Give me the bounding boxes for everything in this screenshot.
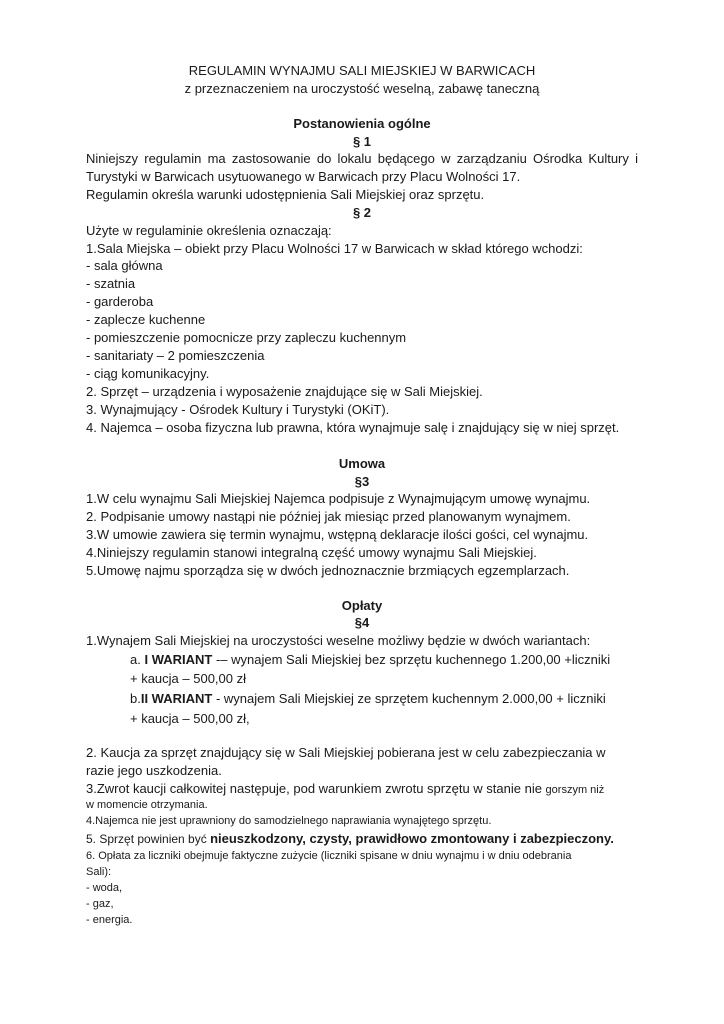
section-heading-contract: Umowa xyxy=(338,456,386,471)
list-item: - garderoba xyxy=(86,294,154,309)
text-line: 1.Sala Miejska – obiekt przy Placu Wolności 17 w Barwicach w skład którego wchodzi: xyxy=(86,241,583,256)
variant-a-label: I WARIANT xyxy=(144,652,213,667)
emphasis-text: nieuszkodzony, czysty, prawidłowo zmontowany i zabezpieczony. xyxy=(210,831,614,846)
text-line: Regulamin określa warunki udostępnienia Sali Miejskiej oraz sprzętu. xyxy=(86,187,485,202)
list-item: - ciąg komunikacyjny. xyxy=(86,366,210,381)
variant-a-deposit: + kaucja – 500,00 zł xyxy=(130,671,246,686)
text-line xyxy=(86,780,638,799)
text-span: gorszym niż xyxy=(545,784,605,796)
text-line: Turystyki w Barwicach usytuowanego w Barwicach przy Placu Wolności 17. xyxy=(86,169,521,184)
section-heading-general: Postanowienia ogólne xyxy=(293,116,431,131)
list-item: 1.W celu wynajmu Sali Miejskiej Najemca podpisuje z Wynajmującym umowę wynajmu. xyxy=(86,491,591,506)
list-item: 4.Niniejszy regulamin stanowi integralną część umowy wynajmu Sali Miejskiej. xyxy=(86,545,537,560)
text-line xyxy=(86,830,638,848)
list-item: - szatnia xyxy=(86,276,136,291)
paragraph-number-2: § 2 xyxy=(352,205,372,220)
variant-b-label: II WARIANT xyxy=(140,691,213,706)
paragraph-number-3: §3 xyxy=(354,474,370,489)
paragraph-number-1: § 1 xyxy=(352,134,372,149)
list-item: - sanitariaty – 2 pomieszczenia xyxy=(86,348,265,363)
list-item: - sala główna xyxy=(86,258,163,273)
list-item: - zaplecze kuchenne xyxy=(86,312,206,327)
text-line: Sali): xyxy=(86,866,112,878)
text-line: 3. Wynajmujący - Ośrodek Kultury i Turystyki (OKiT). xyxy=(86,402,390,417)
text-line: Użyte w regulaminie określenia oznaczają: xyxy=(86,223,332,238)
variant-a-prefix: a. xyxy=(130,652,145,667)
section-heading-fees: Opłaty xyxy=(341,598,383,613)
document-subtitle: z przeznaczeniem na uroczystość weselną, zabawę taneczną xyxy=(184,81,540,96)
list-item: - pomieszczenie pomocnicze przy zapleczu kuchennym xyxy=(86,330,407,345)
list-item: 2. Podpisanie umowy nastąpi nie później jak miesiąc przed planowanym wynajmem. xyxy=(86,509,571,524)
text-line: w momencie otrzymania. xyxy=(86,799,208,811)
list-item: - gaz, xyxy=(86,898,114,910)
text-line: 2. Sprzęt – urządzenia i wyposażenie znajdujące się w Sali Miejskiej. xyxy=(86,384,483,399)
variant-a-text: -– wynajem Sali Miejskiej bez sprzętu kuchennego 1.200,00 +liczniki xyxy=(212,652,611,667)
list-item: - energia. xyxy=(86,914,133,926)
variant-b-text: - wynajem Sali Miejskiej ze sprzętem kuchennym 2.000,00 + liczniki xyxy=(212,691,606,706)
variant-b-line xyxy=(130,690,638,707)
text-line: 4.Najemca nie jest uprawniony do samodzielnego naprawiania wynajętego sprzętu. xyxy=(86,815,492,827)
list-item: 5.Umowę najmu sporządza się w dwóch jednoznacznie brzmiących egzemplarzach. xyxy=(86,563,570,578)
list-item: 3.W umowie zawiera się termin wynajmu, wstępną deklaracje ilości gości, cel wynajmu. xyxy=(86,527,589,542)
text-line: Niniejszy regulamin ma zastosowanie do lokalu będącego w zarządzaniu Ośrodka Kultury i xyxy=(86,151,638,166)
text-line: 1.Wynajem Sali Miejskiej na uroczystości weselne możliwy będzie w dwóch wariantach: xyxy=(86,633,591,648)
list-item: - woda, xyxy=(86,882,123,894)
variant-b-prefix: b. xyxy=(130,691,141,706)
paragraph-number-4: §4 xyxy=(354,615,370,630)
document-title: REGULAMIN WYNAJMU SALI MIEJSKIEJ W BARWICACH xyxy=(188,63,536,78)
text-line: razie jego uszkodzenia. xyxy=(86,763,222,778)
text-line: 6. Opłata za liczniki obejmuje faktyczne zużycie (liczniki spisane w dniu wynajmu i w dniu odebrania xyxy=(86,850,572,862)
variant-b-deposit: + kaucja – 500,00 zł, xyxy=(130,711,250,726)
text-span: 5. Sprzęt powinien być xyxy=(86,832,211,846)
variant-a-line xyxy=(130,651,638,668)
text-line: 4. Najemca – osoba fizyczna lub prawna, która wynajmuje salę i znajdujący się w niej sprzęt. xyxy=(86,420,620,435)
text-line: 2. Kaucja za sprzęt znajdujący się w Sali Miejskiej pobierana jest w celu zabezpieczania w xyxy=(86,745,606,760)
text-span: 3.Zwrot kaucji całkowitej następuje, pod warunkiem zwrotu sprzętu w stanie nie xyxy=(86,781,546,796)
